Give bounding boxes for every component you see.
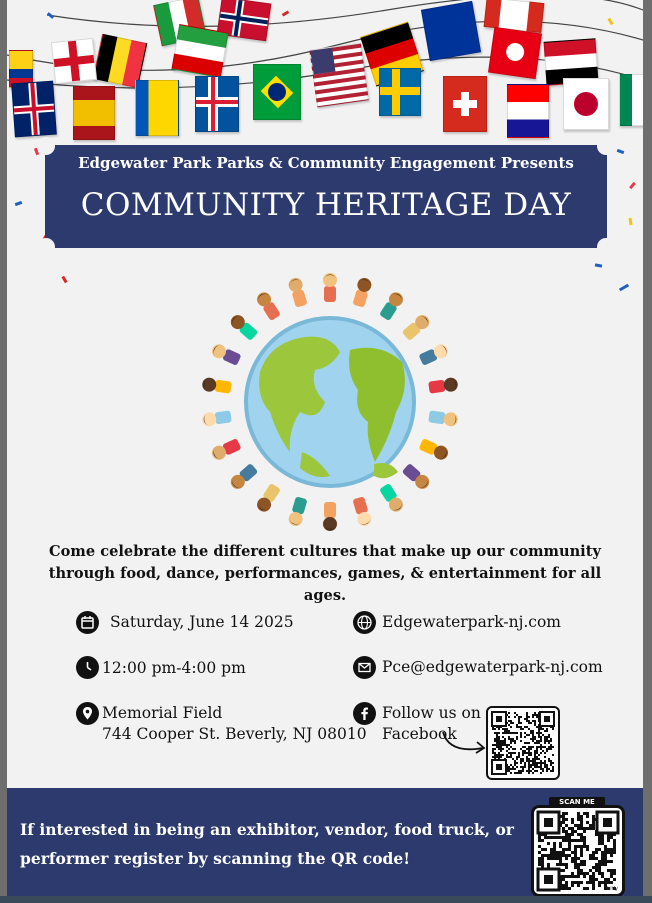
person-figure [401,312,432,342]
person-figure [378,482,405,514]
event-tagline [27,541,623,607]
scan-me-label: SCAN ME [549,797,605,808]
person-figure [401,462,432,492]
curved-arrow-icon [439,728,489,758]
globe-icon [353,611,376,634]
person-figure [287,496,309,528]
person-figure [210,437,242,462]
flag-eu [421,1,481,61]
person-figure [351,496,373,528]
event-date: Saturday, June 14 2025 [110,613,294,631]
person-figure [323,502,337,531]
background-strip [0,896,652,903]
flag-iran [171,24,228,78]
event-poster [7,0,643,896]
person-figure [428,409,459,427]
location-address: 744 Cooper St. Beverly, NJ 08010 [102,725,367,743]
flag-japan [563,78,609,130]
person-figure [228,312,259,342]
location-name: Memorial Field [102,704,223,722]
facebook-qr-code[interactable] [486,706,560,780]
confetti [629,182,636,189]
confetti [61,276,67,284]
banner-corner [597,238,615,256]
flag-nigeria [619,74,643,126]
confetti [595,263,602,267]
confetti [619,284,629,292]
flag-iceland [195,76,239,132]
globe-people-graphic [190,262,470,542]
footer-line: If interested in being an exhibitor, vendor, food truck, or [20,820,514,839]
event-location [102,703,367,745]
confetti [15,201,23,206]
flag-uk [11,81,57,138]
person-figure [287,276,309,308]
person-figure [201,377,232,395]
email-link[interactable]: Pce@edgewaterpark-nj.com [382,658,603,676]
map-pin-icon [76,702,99,725]
globe-illustration [190,262,470,542]
flag-usa [309,43,369,108]
flag-brazil [253,64,301,120]
tagline-line: through food, dance, performances, games, & entertainment for all ages. [48,565,602,604]
envelope-icon [353,656,376,679]
facebook-icon[interactable] [353,702,376,725]
website-link[interactable]: Edgewaterpark-nj.com [382,613,562,631]
person-figure [418,342,450,367]
person-figure [254,290,281,322]
flag-croatia [507,84,549,138]
page-title: COMMUNITY HERITAGE DAY [80,187,572,223]
person-figure [351,276,373,308]
confetti [617,149,625,154]
registration-qr-code[interactable] [531,805,625,896]
flag-sweden [379,68,421,116]
event-time: 12:00 pm-4:00 pm [102,659,246,677]
flag-switzerland [443,76,487,132]
flag-tunisia [488,27,542,79]
registration-message [20,815,520,873]
footer-line: performer register by scanning the QR code! [20,849,411,868]
clock-icon [76,656,99,679]
qr-brand: bitly [607,886,618,892]
banner-corner [597,137,615,155]
flag-spain [73,86,115,140]
person-figure [254,482,281,514]
person-figure [201,409,232,427]
facebook-line: Follow us on [382,704,481,722]
flag-england [51,38,97,84]
person-figure [228,462,259,492]
person-figure [428,377,459,395]
confetti [628,218,632,225]
person-figure [323,273,337,302]
banner-corner [37,137,55,155]
facebook-line: Facebook [382,725,457,743]
person-figure [378,290,405,322]
tagline-line: Come celebrate the different cultures that make up our community [49,543,601,560]
person-figure [418,437,450,462]
person-figure [210,342,242,367]
banner-corner [37,238,55,256]
calendar-icon [76,611,99,634]
flag-ukraine [135,80,179,136]
presenter-line: Edgewater Park Parks & Community Engagement Presents [78,154,574,172]
